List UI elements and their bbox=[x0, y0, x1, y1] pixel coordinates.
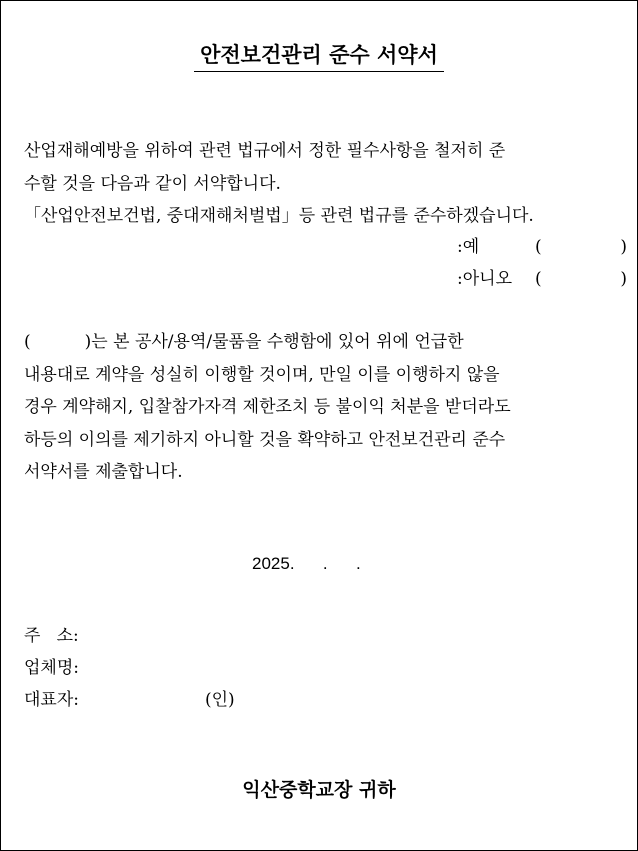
option-no-label: :아니오 bbox=[457, 269, 512, 289]
option-no-close-paren: ) bbox=[620, 269, 627, 289]
option-yes-label: :예 bbox=[457, 237, 480, 257]
address-field-label: 주 소: bbox=[24, 626, 79, 646]
representative-field-label: 대표자: bbox=[24, 690, 79, 710]
option-no[interactable] bbox=[457, 263, 627, 295]
document-title-text: 안전보건관리 준수 서약서 bbox=[194, 39, 444, 72]
document-title bbox=[1, 39, 637, 72]
commitment-paragraph bbox=[24, 326, 622, 489]
pledge-line: 「산업안전보건법, 중대재해처벌법」등 관련 법규를 준수하겠습니다. bbox=[24, 206, 534, 226]
commitment-line: 하등의 이의를 제기하지 아니할 것을 확약하고 안전보건관리 준수 bbox=[24, 429, 506, 450]
commitment-line: ( )는 본 공사/용역/물품을 수행함에 있어 위에 언급한 bbox=[24, 332, 464, 352]
commitment-line: 서약서를 제출합니다. bbox=[24, 462, 183, 482]
option-yes[interactable] bbox=[457, 231, 627, 263]
company-name-field-label: 업체명: bbox=[24, 658, 79, 678]
pledge-paragraph bbox=[24, 135, 622, 233]
seal-mark: (인) bbox=[205, 690, 235, 710]
commitment-line: 내용대로 계약을 성실히 이행할 것이며, 만일 이를 이행하지 않을 bbox=[24, 364, 500, 385]
option-yes-open-paren: ( bbox=[535, 237, 542, 257]
option-no-open-paren: ( bbox=[535, 269, 542, 289]
option-yes-close-paren: ) bbox=[620, 237, 627, 257]
addressee: 익산중학교장 귀하 bbox=[242, 779, 396, 801]
pledge-line: 수할 것을 다음과 같이 서약합니다. bbox=[24, 173, 281, 194]
signing-date: 2025. . . bbox=[252, 554, 361, 573]
commitment-line: 경우 계약해지, 입찰참가자격 제한조치 등 불이익 처분을 받더라도 bbox=[24, 397, 511, 417]
pledge-line: 산업재해예방을 위하여 관련 법규에서 정한 필수사항을 철저히 준 bbox=[24, 141, 506, 161]
